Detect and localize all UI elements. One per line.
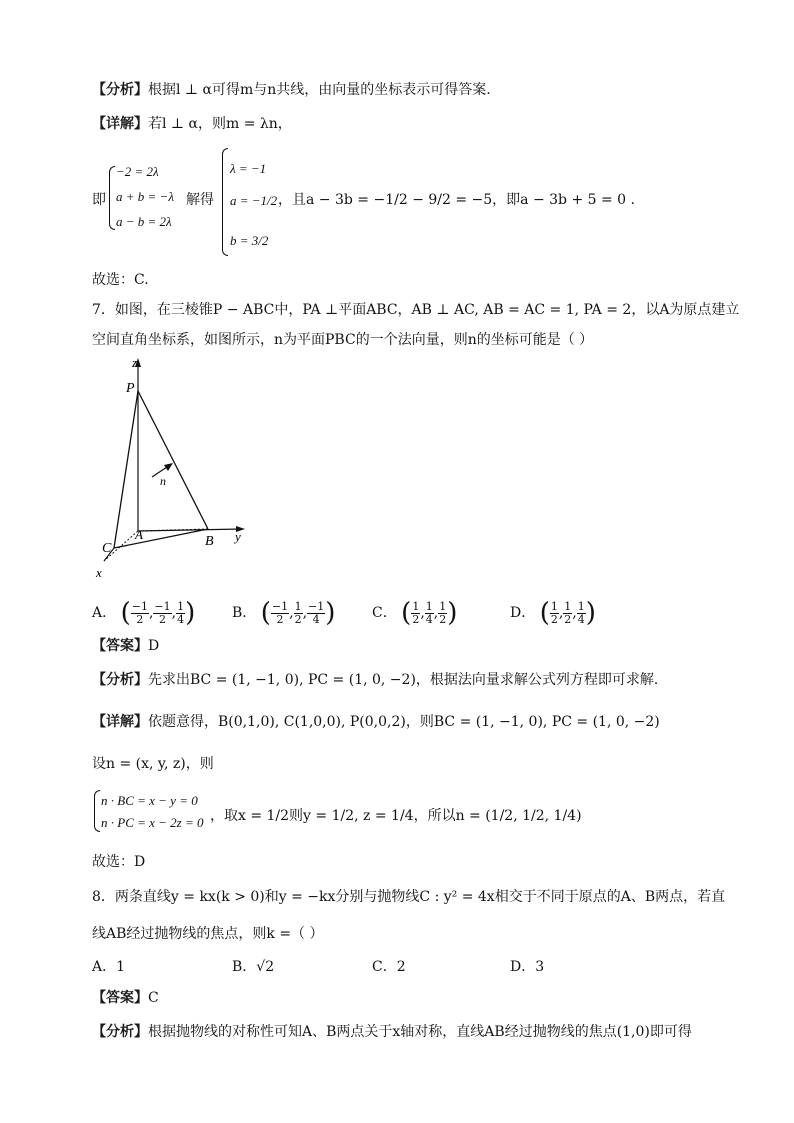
equation-line: n · BC = x − y = 0 [101,793,198,808]
solution-line: b = 3/2 [230,233,269,248]
option-value: $\frac{-1}{2}$ [131,599,148,626]
q7-detail [92,712,660,732]
q7-analysis [92,670,668,690]
label-z: z [132,355,138,370]
option-value: 3 [535,959,545,975]
q8-answer [92,988,159,1008]
q7-option-d: D． ( $\frac{1}{2}$ , $\frac{1}{2}$ , $\frac{1}{4}$ ) [510,598,596,628]
q7-stem-line-1: 7．如图，在三棱锥P − ABC中，PA ⊥平面ABC，AB ⊥ AC, AB = AC = 1, PA = 2，以A为原点建立 [92,302,740,318]
system-prefix: 即 [92,192,106,208]
q8-stem-line-2: 线AB经过抛物线的焦点，则k =（ ） [92,926,324,942]
option-letter: D． [510,605,536,621]
answer-tag: 【答案】 [92,990,148,1006]
detail-tag: 【详解】 [92,714,148,730]
label-y: y [235,529,241,544]
edge-bc [114,529,208,548]
analysis-tag: 【分析】 [92,1024,148,1040]
q8-stem-line-1: 8．两条直线y = kx(k > 0)和y = −kx分别与抛物线C : y² = 4x相交于不同于原点的A、B两点，若直 [92,889,726,905]
q8-option-c: C．2 [372,959,406,975]
q7-answer [92,636,159,656]
label-x: x [96,565,102,580]
detail-text: 依题意得，B(0,1,0), C(1,0,0), P(0,0,2)，则BC = (1, −1, 0), PC = (1, 0, −2) [148,714,660,730]
equation-line: n · PC = x − 2z = 0 [101,815,204,830]
solve-word: 解得 [186,192,214,208]
q6-analysis [92,80,491,100]
option-value: 2 [396,959,406,975]
result-text: ，且a − 3b = −1/2 − 9/2 = −5，即a − 3b + 5 = 0 . [278,192,635,208]
detail-tag: 【详解】 [92,116,148,132]
edge-pb [138,391,208,529]
analysis-text: 先求出BC = (1, −1, 0), PC = (1, 0, −2)，根据法向量求解公式列方程即可求解． [148,672,668,688]
system-line: a − b = 2λ [116,214,172,229]
option-letter: C． [372,605,397,621]
q8-option-d: D．3 [510,959,545,975]
q7-stem-line-2: 空间直角坐标系，如图所示，n为平面PBC的一个法向量，则n的坐标可能是（ ） [92,332,594,348]
answer-tag: 【答案】 [92,638,148,654]
left-brace [94,790,100,832]
label-n: n [160,474,166,488]
q8-analysis [92,1022,692,1042]
q7-option-c: C． ( $\frac{1}{2}$ , $\frac{1}{4}$ , $\frac{1}{2}$ ) [372,598,458,628]
q7-option-a: A． ( $\frac{-1}{2}$ , $\frac{-1}{2}$ , $\frac{1}{4}$ ) [92,598,196,628]
take-text: ，取x = 1/2则y = 1/2, z = 1/4，所以n = (1/2, 1/2, 1/4) [210,808,582,824]
q6-choice: 故选：C. [92,272,149,288]
left-brace [222,148,228,256]
detail-text: 若l ⊥ α，则m = λn， [148,116,292,132]
edge-pc [114,391,138,548]
q8-option-b: B．√2 [232,959,275,975]
answer-value: C [148,990,159,1006]
option-value: √2 [256,959,275,975]
q8-option-a: A．1 [92,959,126,975]
q7-let: 设n = (x, y, z)，则 [92,756,214,772]
option-letter: B． [232,605,257,621]
q7-choice: 故选：D [92,854,146,870]
option-letter: A． [92,605,117,621]
left-brace [109,166,115,230]
analysis-tag: 【分析】 [92,82,148,98]
normal-arrow [164,463,173,471]
analysis-text: 根据抛物线的对称性可知A、B两点关于x轴对称，直线AB经过抛物线的焦点(1,0)即可得 [148,1024,692,1040]
label-p: P [126,381,135,396]
system-line: −2 = 2λ [116,164,159,179]
tetrahedron-figure [92,355,262,585]
q6-detail [92,114,292,134]
analysis-text: 根据l ⊥ α可得m与n共线，由向量的坐标表示可得答案. [148,82,491,98]
analysis-tag: 【分析】 [92,672,148,688]
q7-option-b: B． ( $\frac{-1}{2}$ , $\frac{1}{2}$ , $\frac{-1}{4}$ ) [232,598,336,628]
label-c: C [102,541,112,556]
solution-line: λ = −1 [230,161,267,176]
system-line: a + b = −λ [116,189,174,204]
option-value: 1 [116,959,126,975]
label-b: B [205,534,214,549]
label-a: A [135,527,143,542]
answer-value: D [148,638,160,654]
solution-line: a = −1/2 [230,193,278,208]
